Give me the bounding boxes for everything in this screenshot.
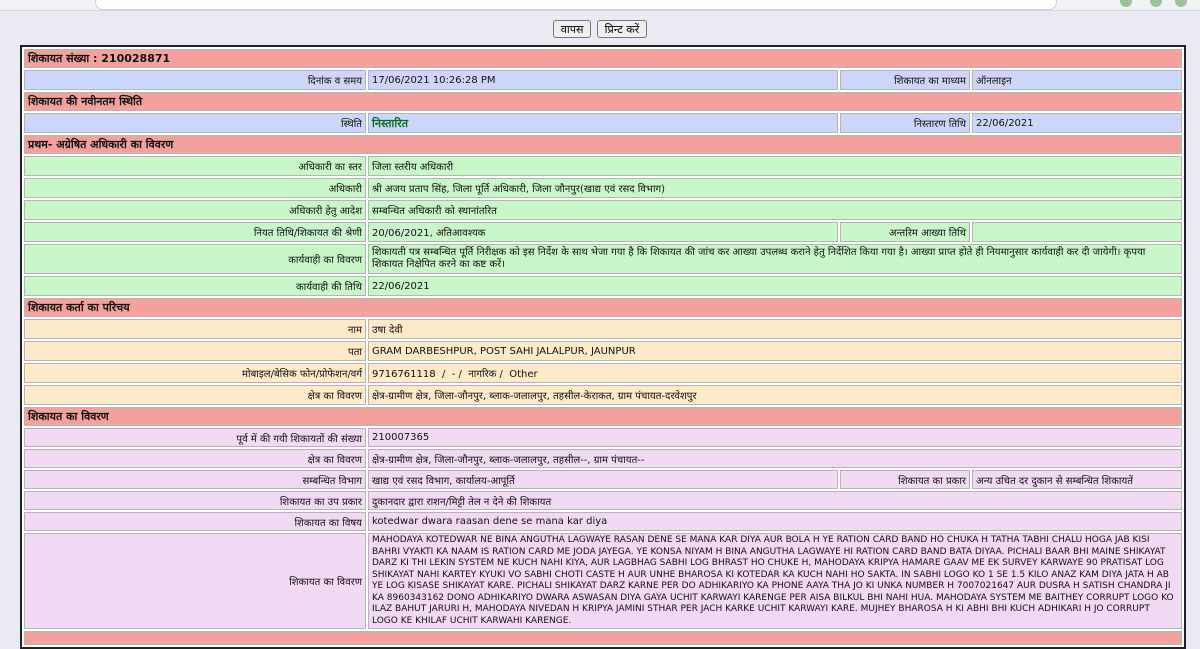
department-row xyxy=(24,470,1182,489)
print-button[interactable]: प्रिन्ट करें xyxy=(597,20,648,38)
officer-label: अधिकारी xyxy=(24,178,366,198)
status-label: स्थिति xyxy=(24,113,366,133)
area-value: क्षेत्र-ग्रामीण क्षेत्र, जिला-जौनपुर, ब्लाक-जलालपुर, तहसील-केराकत, ग्राम पंचायत-दरवेशपुर xyxy=(368,385,1182,405)
browser-toolbar xyxy=(0,0,1200,11)
subtype-value: दुकानदार द्वारा राशन/मिट्टी तेल न देने की शिकायत xyxy=(368,491,1182,510)
due-date-value: 20/06/2021, अतिआवश्यक xyxy=(368,222,838,242)
date-label: दिनांक व समय xyxy=(24,70,366,90)
complaint-section-header xyxy=(24,407,1182,426)
mobile-row xyxy=(24,363,1182,383)
address-value: GRAM DARBESHPUR, POST SAHI JALALPUR, JAUNPUR xyxy=(368,341,1182,361)
status-row xyxy=(24,113,1182,133)
due-date-row xyxy=(24,222,1182,242)
complaint-number-row xyxy=(24,49,1182,68)
medium-label: शिकायत का माध्यम xyxy=(840,70,970,90)
section-title: शिकायत कर्ता का परिचय xyxy=(24,298,1182,317)
back-button[interactable]: वापस xyxy=(553,20,592,38)
complaint-number: 210028871 xyxy=(101,52,171,65)
subject-label: शिकायत का विषय xyxy=(24,512,366,531)
meta-row xyxy=(24,70,1182,90)
order-label: अधिकारी हेतु आदेश xyxy=(24,200,366,220)
complaint-details-table xyxy=(20,45,1186,649)
previous-complaints-row xyxy=(24,428,1182,447)
disposal-date-value: 22/06/2021 xyxy=(972,113,1182,133)
action-detail-row xyxy=(24,244,1182,274)
address-row xyxy=(24,341,1182,361)
department-value: खाद्य एवं रसद विभाग, कार्यालय-आपूर्ति xyxy=(368,470,838,489)
complaint-number-label: शिकायत संख्या : xyxy=(28,52,98,65)
order-value: सम्बन्धित अधिकारी को स्थानांतरित xyxy=(368,200,1182,220)
interim-report-value xyxy=(972,222,1182,242)
action-detail-label: कार्यवाही का विवरण xyxy=(24,244,366,274)
department-label: सम्बन्धित विभाग xyxy=(24,470,366,489)
medium-value: ऑनलाइन xyxy=(972,70,1182,90)
area-label: क्षेत्र का विवरण xyxy=(24,385,366,405)
subject-value: kotedwar dwara raasan dene se mana kar diya xyxy=(368,512,1182,531)
officer-row xyxy=(24,178,1182,198)
interim-report-label: अन्तरिम आख्या तिथि xyxy=(840,222,970,242)
date-value: 17/06/2021 10:26:28 PM xyxy=(368,70,838,90)
officer-value: श्री अजय प्रताप सिंह, जिला पूर्ति अधिकारी, जिला जौनपुर(खाद्य एवं रसद विभाग) xyxy=(368,178,1182,198)
area-label: क्षेत्र का विवरण xyxy=(24,449,366,468)
section-title: शिकायत की नवीनतम स्थिति xyxy=(24,92,1182,111)
name-label: नाम xyxy=(24,319,366,339)
address-bar[interactable] xyxy=(95,0,1057,10)
officer-level-label: अधिकारी का स्तर xyxy=(24,156,366,176)
mobile-label: मोबाइल/बेसिक फोन/प्रोफेशन/वर्ग xyxy=(24,363,366,383)
action-bar xyxy=(0,20,1200,38)
subtype-label: शिकायत का उप प्रकार xyxy=(24,491,366,510)
latest-status-header xyxy=(24,92,1182,111)
section-title: शिकायत का विवरण xyxy=(24,407,1182,426)
officer-order-row xyxy=(24,200,1182,220)
complainant-area-row xyxy=(24,385,1182,405)
previous-complaints-label: पूर्व में की गयी शिकायतों की संख्या xyxy=(24,428,366,447)
extension-icon[interactable] xyxy=(1175,0,1187,7)
section-title: प्रथम- अग्रेषित अधिकारी का विवरण xyxy=(24,135,1182,154)
detail-value: MAHODAYA KOTEDWAR NE BINA ANGUTHA LAGWAYE RASAN DENE SE MANA KAR DIYA AUR BOLA H YE RATION CARD BAND HO CHUKA H TATHA TABHI CHALU HOGA JAB KISI BAHRI VYAKTI KA NAAM IS RATION CARD ME JODA JAYEGA. YE KONSA NIYAM H BINA ANGUTHA LAGWAYE HI RATION CARD BAND BATA DIYAA. PICHALI BAAR BHI MAINE SHIKAYAT DARZ KI THI LEKIN SYSTEM NE KUCH NAHI KIYA, AUR LAGBHAG SABHI LOG BHRAST HO CHUKE H, MAHODAYA KRIPYA HAMARE GAAV ME EK SURVEY KARWAYE 90 PRATISAT LOG SHIKAYAT NAHI KARTEY KYUKI VO SABHI CHOTI CASTE H AUR UNHE BHAROSA KI KOTEDAR KA KUCH NAHI HO SAKTA. IN SABHI LOGO KO 1 SE 1.5 KILO ANAZ KAM DIYA JATA H AB YE LOG KISASE SHIKAYAT KARE. PICHALI SHIKAYAT DARZ KARNE PER DO ADHIKARIYO KA PHONE AAYA THA JO KI UNKA NUMBER H 7007021647 AUR DUSRA H SATISH CHANDRA JI KA 8960343162 DONO ADHIKARIYO DWARA ASWASAN DIYA GAYA UCHIT KARWAYI KARENGE PER AISA BILKUL BHI NAHI HUA. MAHODAYA SYSTEM ME BAITHEY CORRUPT LOGO KO ILAZ BAHUT JARURI H, MAHODAYA NIVEDAN H KRIPYA JAMINI STHAR PER JACH KARKE UCHIT KARWAYI KARE. MUJHEY BHAROSA H KI ABHI BHI KUCH ADHIKARI H JO CORRUPT LOGO KE KHILAF UCHIT KARWAHI KARENGE. xyxy=(368,533,1182,629)
extension-icon[interactable] xyxy=(1150,0,1162,7)
address-label: पता xyxy=(24,341,366,361)
disposal-date-label: निस्तारण तिथि xyxy=(840,113,970,133)
extension-icon[interactable] xyxy=(1120,0,1132,7)
name-row xyxy=(24,319,1182,339)
action-detail-value: शिकायती पत्र सम्बन्धित पूर्ति निरीक्षक को इस निर्देश के साथ भेजा गया है कि शिकायत की जांच कर आख्या उपलब्ध कराने हेतु निर्देशित किया गया है। आख्या प्राप्त होते ही नियमानुसार कार्यवाही कर दी जायेगी। कृपया शिकायत निक्षेपित करने का कष्ट करें। xyxy=(368,244,1182,274)
previous-complaints-value: 210007365 xyxy=(368,428,1182,447)
detail-label: शिकायत का विवरण xyxy=(24,533,366,629)
action-date-value: 22/06/2021 xyxy=(368,276,1182,296)
mobile-value: 9716761118 / - / नागरिक / Other xyxy=(368,363,1182,383)
subtype-row xyxy=(24,491,1182,510)
area-value: क्षेत्र-ग्रामीण क्षेत्र, जिला-जौनपुर, ब्लाक-जलालपुर, तहसील--, ग्राम पंचायत-- xyxy=(368,449,1182,468)
status-value: निस्तारित xyxy=(372,116,408,130)
complaint-type-value: अन्य उचित दर दुकान से सम्बन्धित शिकायतें xyxy=(972,470,1182,489)
detail-row xyxy=(24,533,1182,629)
officer-level-value: जिला स्तरीय अधिकारी xyxy=(368,156,1182,176)
action-date-row xyxy=(24,276,1182,296)
subject-row xyxy=(24,512,1182,531)
officer-level-row xyxy=(24,156,1182,176)
name-value: उषा देवी xyxy=(368,319,1182,339)
complaint-area-row xyxy=(24,449,1182,468)
action-date-label: कार्यवाही की तिथि xyxy=(24,276,366,296)
table-footer xyxy=(24,631,1182,645)
complaint-type-label: शिकायत का प्रकार xyxy=(840,470,970,489)
officer-section-header xyxy=(24,135,1182,154)
complainant-section-header xyxy=(24,298,1182,317)
due-date-label: नियत तिथि/शिकायत की श्रेणी xyxy=(24,222,366,242)
